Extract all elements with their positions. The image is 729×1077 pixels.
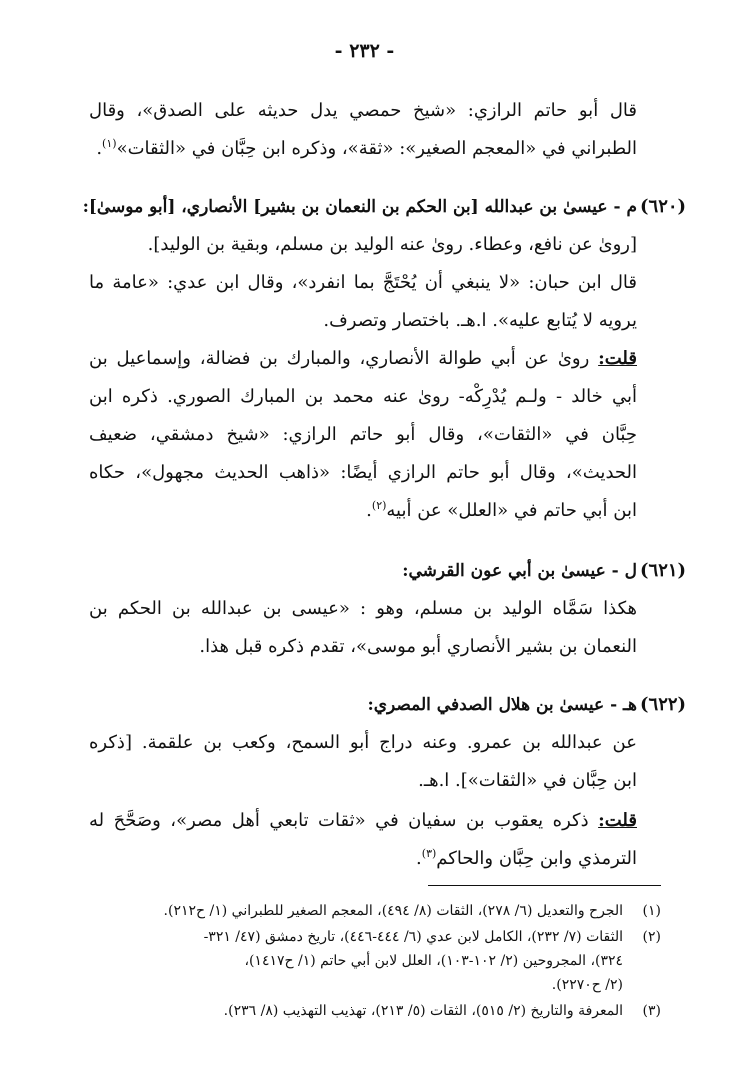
footnote xyxy=(61,926,661,948)
paragraph-line: النعمان بن بشير الأنصاري أبو موسى»، تقدم ذكره قبل هذا. xyxy=(199,636,637,657)
paragraph-text: ابن أبي حاتم في «العلل» عن أبيه xyxy=(386,500,637,521)
paragraph-line xyxy=(89,802,637,840)
entry-number: (٦٢١) xyxy=(640,560,687,581)
footnote-text: الثقات (٧/ ٢٣٢)، الكامل لابن عدي (٦/ ٤٤٤-٤٤٦)، تاريخ دمشق (٤٧/ ٣٢١- xyxy=(203,929,623,945)
paragraph-line: عن عبدالله بن عمرو. وعنه دراج أبو السمح، وكعب بن علقمة. [ذكره xyxy=(89,732,637,753)
paragraph-line: يرويه لا يُتابع عليه». ا.هـ. باختصار وتصرف. xyxy=(323,310,637,331)
footnote-continuation: (٢/ ح٢٢٧٠). xyxy=(551,977,623,993)
footnote xyxy=(61,900,661,922)
paragraph-line: الطبراني في «المعجم الصغير»: «ثقة»، وذكره ابن حِبَّان في «الثقات»$^{(١)}$. xyxy=(96,137,637,159)
entry-number: (٦٢٠) xyxy=(640,196,687,217)
footnote-number: (١) xyxy=(642,903,661,919)
footnote-mark: (٢) xyxy=(371,499,387,512)
paragraph-line: حِبَّان في «الثقات»، وقال أبو حاتم الرازي: «شيخ دمشقي، ضعيف xyxy=(89,424,637,445)
footnote xyxy=(61,1000,661,1022)
paragraph-line: الحديث»، وقال أبو حاتم الرازي أيضًا: «ذاهب الحديث مجهول»، حكاه xyxy=(89,462,637,483)
paragraph-line: قال ابن حبان: «لا ينبغي أن يُحْتَجَّ بما انفرد»، وقال ابن عدي: «عامة ما xyxy=(89,272,637,293)
entry-number: (٦٢٢) xyxy=(640,694,687,715)
paragraph-text: الترمذي وابن حِبَّان والحاكم xyxy=(436,848,637,869)
paragraph-line: هكذا سَمَّاه الوليد بن مسلم، وهو : «عيسى بن عبدالله بن الحكم بن xyxy=(89,598,637,619)
footnote-number: (٣) xyxy=(642,1003,661,1019)
footnote-number: (٢) xyxy=(642,929,661,945)
paragraph-line: ابن حِبَّان في «الثقات»]. ا.هـ. xyxy=(418,770,637,791)
paragraph-line xyxy=(89,340,637,378)
paragraph-line: [روىٰ عن نافع، وعطاء. روىٰ عنه الوليد بن مسلم، وبقية بن الوليد]. xyxy=(147,234,637,255)
entry-heading: ل - عيسىٰ بن أبي عون القرشي: xyxy=(402,561,637,581)
paragraph-line: الترمذي وابن حِبَّان والحاكم$^{(٣)}$. xyxy=(416,847,637,869)
paragraph-line: قال أبو حاتم الرازي: «شيخ حمصي يدل حديثه على الصدق»، وقال xyxy=(89,100,637,121)
footnote-text: الجرح والتعديل (٦/ ٢٧٨)، الثقات (٨/ ٤٩٤)، المعجم الصغير للطبراني (١/ ح٢١٢). xyxy=(163,903,623,919)
entry-heading: م - عيسىٰ بن عبدالله [بن الحكم بن النعمان بن بشير] الأنصاري، [أبو موسىٰ]: xyxy=(82,197,637,217)
footnote-text: المعرفة والتاريخ (٢/ ٥١٥)، الثقات (٥/ ٢١٣)، تهذيب التهذيب (٨/ ٢٣٦). xyxy=(223,1003,623,1019)
page-number: - ٢٣٢ - xyxy=(334,40,395,62)
paragraph-text: روىٰ عن أبي طوالة الأنصاري، والمبارك بن فضالة، وإسماعيل بن xyxy=(89,348,590,369)
footnote-separator xyxy=(428,885,661,886)
paragraph-line: ابن أبي حاتم في «العلل» عن أبيه$^{(٢)}$. xyxy=(366,499,637,521)
paragraph-line: أبي خالد - ولـم يُدْرِكْه- روىٰ عنه محمد بن المبارك الصوري. ذكره ابن xyxy=(89,386,637,407)
qult-label: قلت: xyxy=(598,810,637,831)
footnote-continuation: ٣٢٤)، المجروحين (٢/ ١٠٢-١٠٣)، العلل لابن أبي حاتم (١/ ح١٤١٧)، xyxy=(244,953,623,969)
qult-label: قلت: xyxy=(598,348,637,369)
footnote-mark: (٣) xyxy=(421,847,437,860)
entry-heading: هـ - عيسىٰ بن هلال الصدفي المصري: xyxy=(367,695,637,715)
paragraph-text: الطبراني في «المعجم الصغير»: «ثقة»، وذكره ابن حِبَّان في «الثقات» xyxy=(116,138,637,159)
footnote-mark: (١) xyxy=(102,137,117,150)
paragraph-text: ذكره يعقوب بن سفيان في «ثقات تابعي أهل مصر»، وصَحَّحَ له xyxy=(89,810,589,831)
